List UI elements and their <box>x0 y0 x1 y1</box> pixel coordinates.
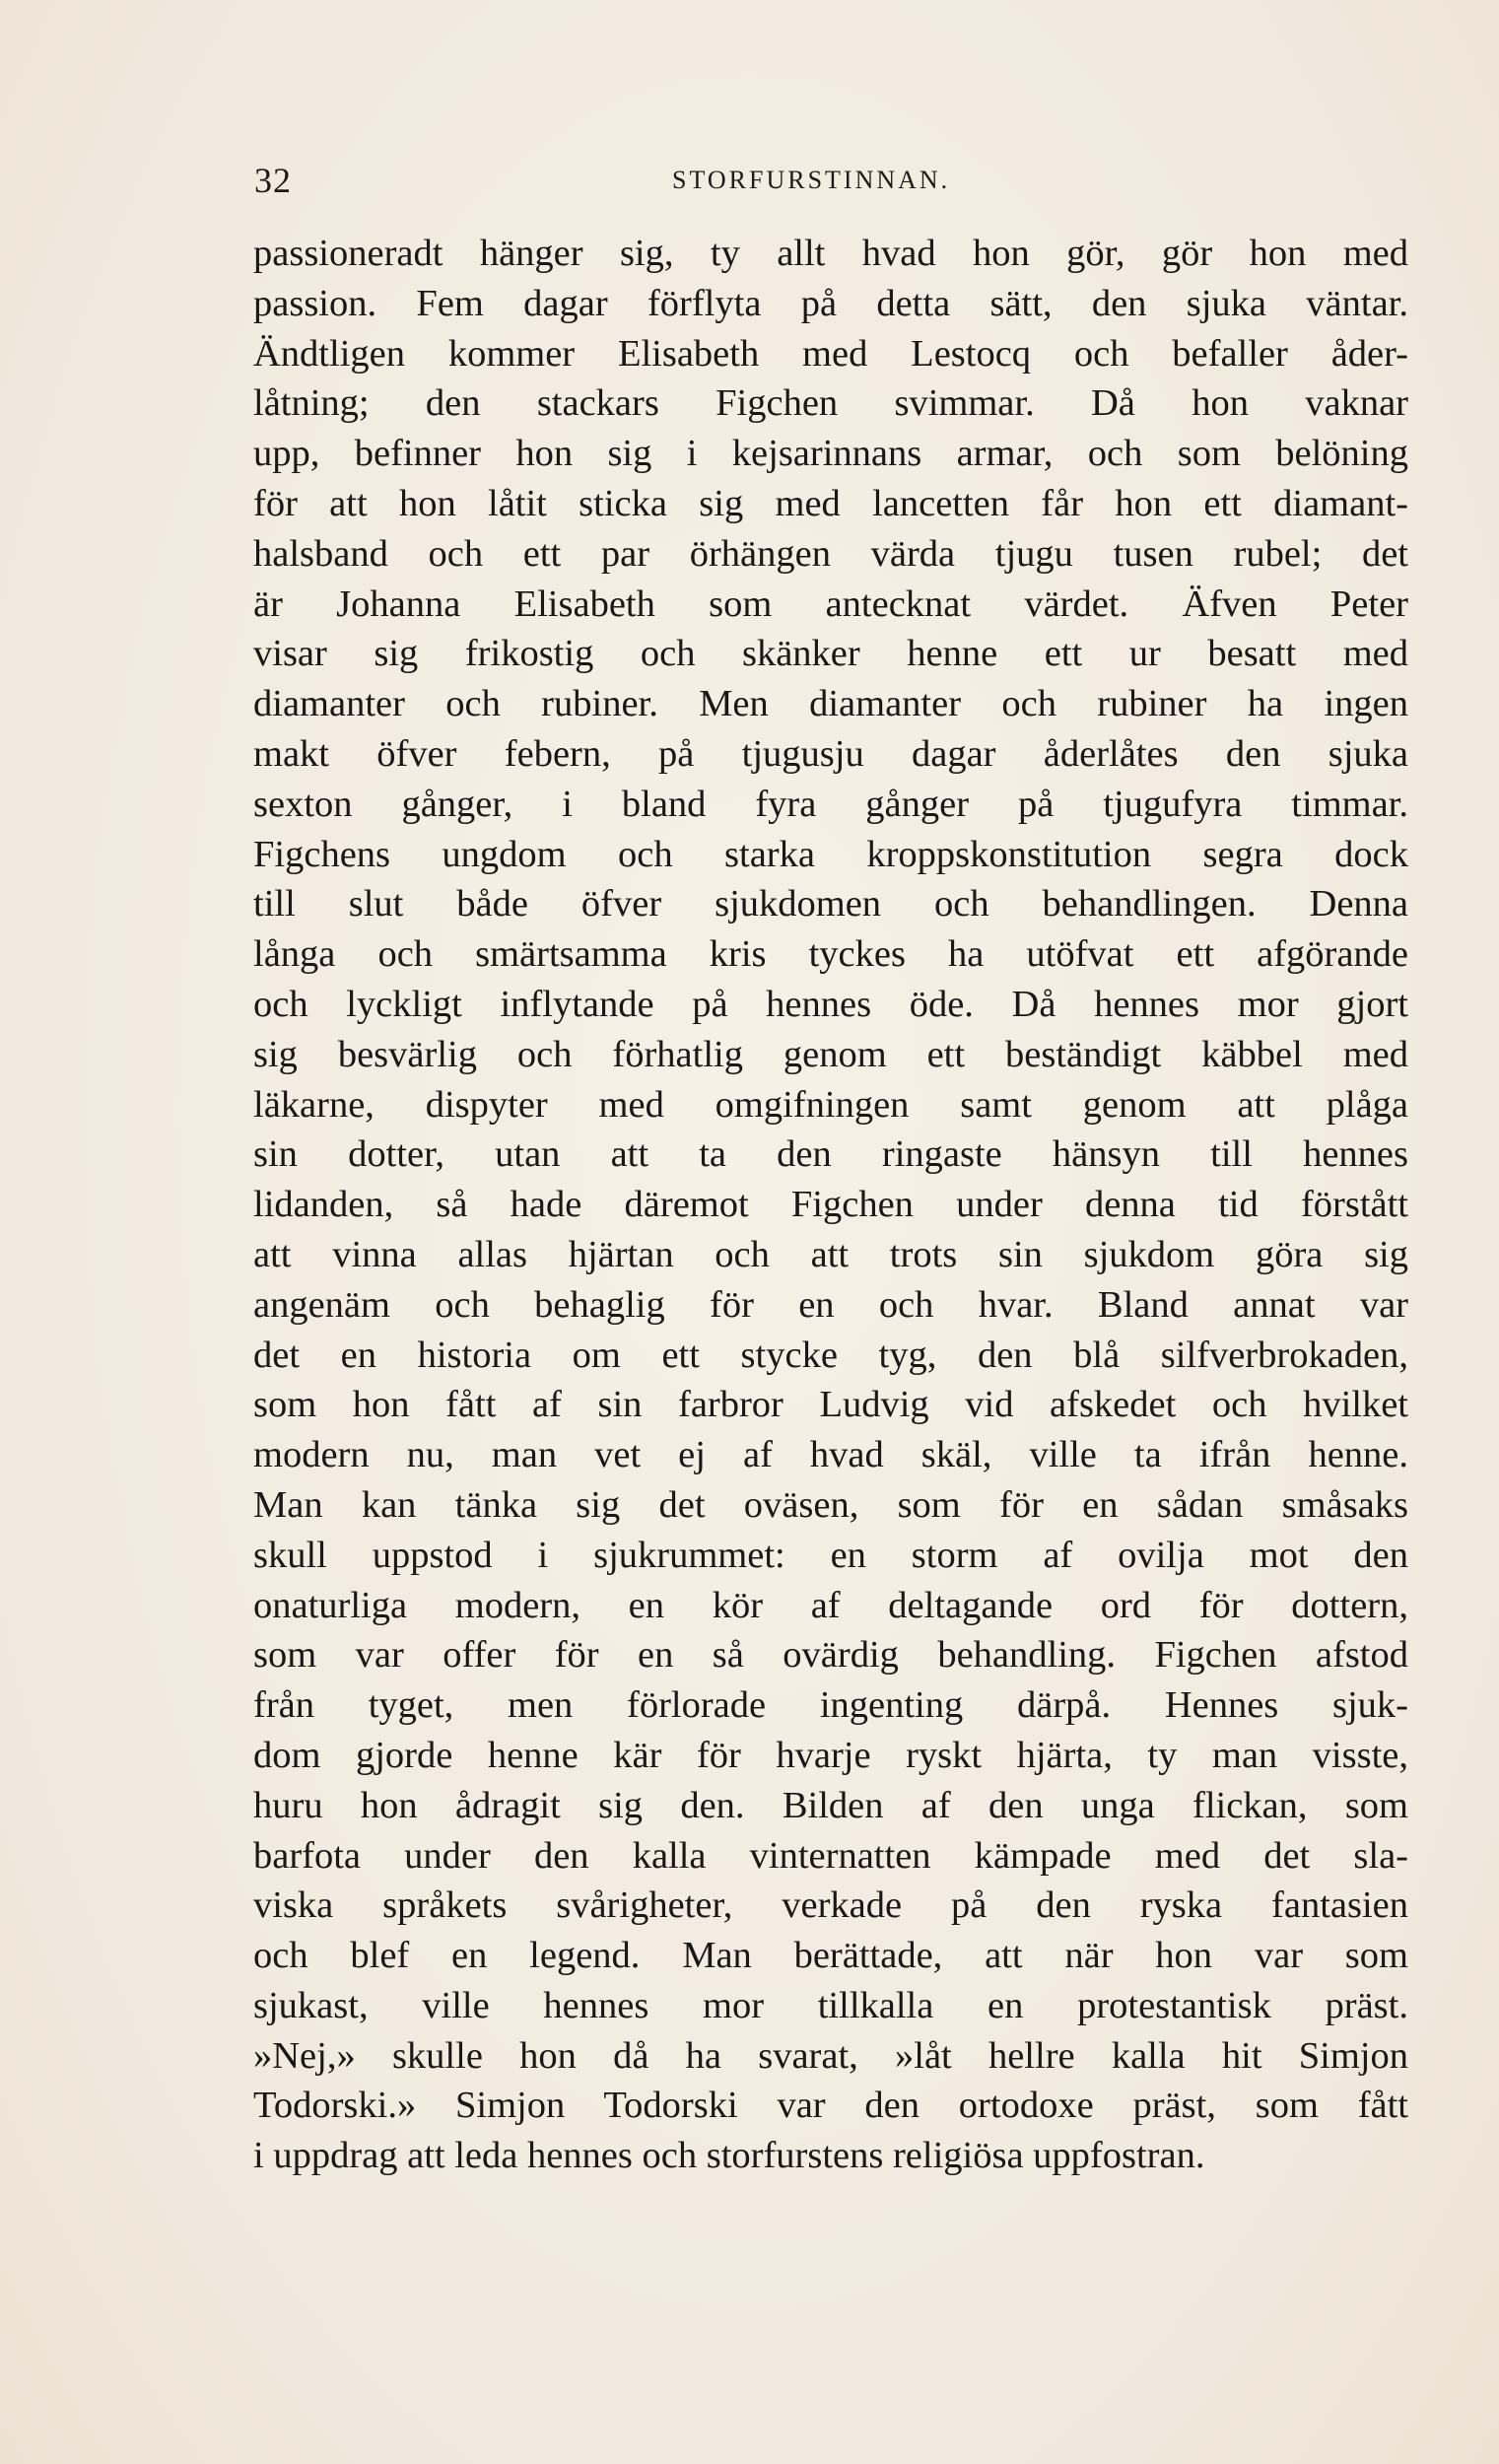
text-line: sig besvärlig och förhatlig genom ett beständigt käbbel med <box>253 1033 1408 1075</box>
text-line: lidanden, så hade däremot Figchen under denna tid förstått <box>253 1184 1408 1226</box>
text-line: låtning; den stackars Figchen svimmar. Då hon vaknar <box>253 382 1408 425</box>
text-line: till slut både öfver sjukdomen och behandlingen. Denna <box>253 883 1408 925</box>
text-line: Todorski.» Simjon Todorski var den ortodoxe präst, som fått <box>253 2085 1408 2127</box>
text-line: sexton gånger, i bland fyra gånger på tjugufyra timmar. <box>253 783 1408 825</box>
text-line: barfota under den kalla vinternatten kämpade med det sla- <box>253 1834 1408 1877</box>
text-line: passioneradt hänger sig, ty allt hvad hon gör, gör hon med <box>253 233 1408 274</box>
text-line: huru hon ådragit sig den. Bilden af den unga flickan, som <box>253 1784 1408 1826</box>
running-title: STORFURSTINNAN. <box>672 166 951 194</box>
text-line: dom gjorde henne kär för hvarje ryskt hjärta, ty man visste, <box>253 1734 1408 1776</box>
text-line: som hon fått af sin farbror Ludvig vid afskedet och hvilket <box>253 1384 1408 1426</box>
text-line: sjukast, ville hennes mor tillkalla en protestantisk präst. <box>253 1984 1408 2026</box>
text-line: Figchens ungdom och starka kroppskonstitution segra dock <box>253 833 1408 875</box>
text-line: upp, befinner hon sig i kejsarinnans armar, och som belöning <box>253 433 1408 475</box>
text-line: angenäm och behaglig för en och hvar. Bland annat var <box>253 1283 1408 1326</box>
text-line: skull uppstod i sjukrummet: en storm af ovilja mot den <box>253 1534 1408 1576</box>
text-line: makt öfver febern, på tjugusju dagar åderlåtes den sjuka <box>253 732 1408 775</box>
text-line: att vinna allas hjärtan och att trots sin sjukdom göra sig <box>253 1233 1408 1275</box>
text-line: Man kan tänka sig det oväsen, som för en sådan småsaks <box>253 1483 1408 1526</box>
text-line: i uppdrag att leda hennes och storfurstens religiösa uppfostran. <box>253 2135 1205 2177</box>
text-line: passion. Fem dagar förflyta på detta sätt, den sjuka väntar. <box>253 282 1408 324</box>
text-line: och blef en legend. Man berättade, att när hon var som <box>253 1935 1408 1977</box>
text-line: det en historia om ett stycke tyg, den blå silfverbrokaden, <box>253 1334 1408 1376</box>
text-line: viska språkets svårigheter, verkade på den ryska fantasien <box>253 1884 1408 1927</box>
text-line: »Nej,» skulle hon då ha svarat, »låt hellre kalla hit Simjon <box>253 2034 1408 2077</box>
text-line: läkarne, dispyter med omgifningen samt genom att plåga <box>253 1083 1408 1126</box>
text-line: och lyckligt inflytande på hennes öde. Då hennes mor gjort <box>253 983 1408 1025</box>
body-text <box>253 229 1408 2181</box>
text-line: för att hon låtit sticka sig med lancetten får hon ett diamant- <box>253 482 1408 524</box>
text-line: modern nu, man vet ej af hvad skäl, ville ta ifrån henne. <box>253 1434 1408 1476</box>
text-line: är Johanna Elisabeth som antecknat värdet. Äfven Peter <box>253 582 1408 625</box>
text-line: som var offer för en så ovärdig behandling. Figchen afstod <box>253 1634 1408 1677</box>
text-line: långa och smärtsamma kris tyckes ha utöfvat ett afgörande <box>253 933 1408 976</box>
text-line: halsband och ett par örhängen värda tjugu tusen rubel; det <box>253 532 1408 575</box>
text-line: visar sig frikostig och skänker henne ett ur besatt med <box>253 633 1408 675</box>
text-line: Ändtligen kommer Elisabeth med Lestocq och befaller åder- <box>253 332 1408 375</box>
text-line: från tyget, men förlorade ingenting därpå. Hennes sjuk- <box>253 1684 1408 1727</box>
page-header <box>254 160 1250 209</box>
text-line: onaturliga modern, en kör af deltagande ord för dottern, <box>253 1584 1408 1626</box>
text-line: diamanter och rubiner. Men diamanter och rubiner ha ingen <box>253 683 1408 725</box>
text-line: sin dotter, utan att ta den ringaste hänsyn till hennes <box>253 1133 1408 1176</box>
page-number: 32 <box>254 161 292 200</box>
